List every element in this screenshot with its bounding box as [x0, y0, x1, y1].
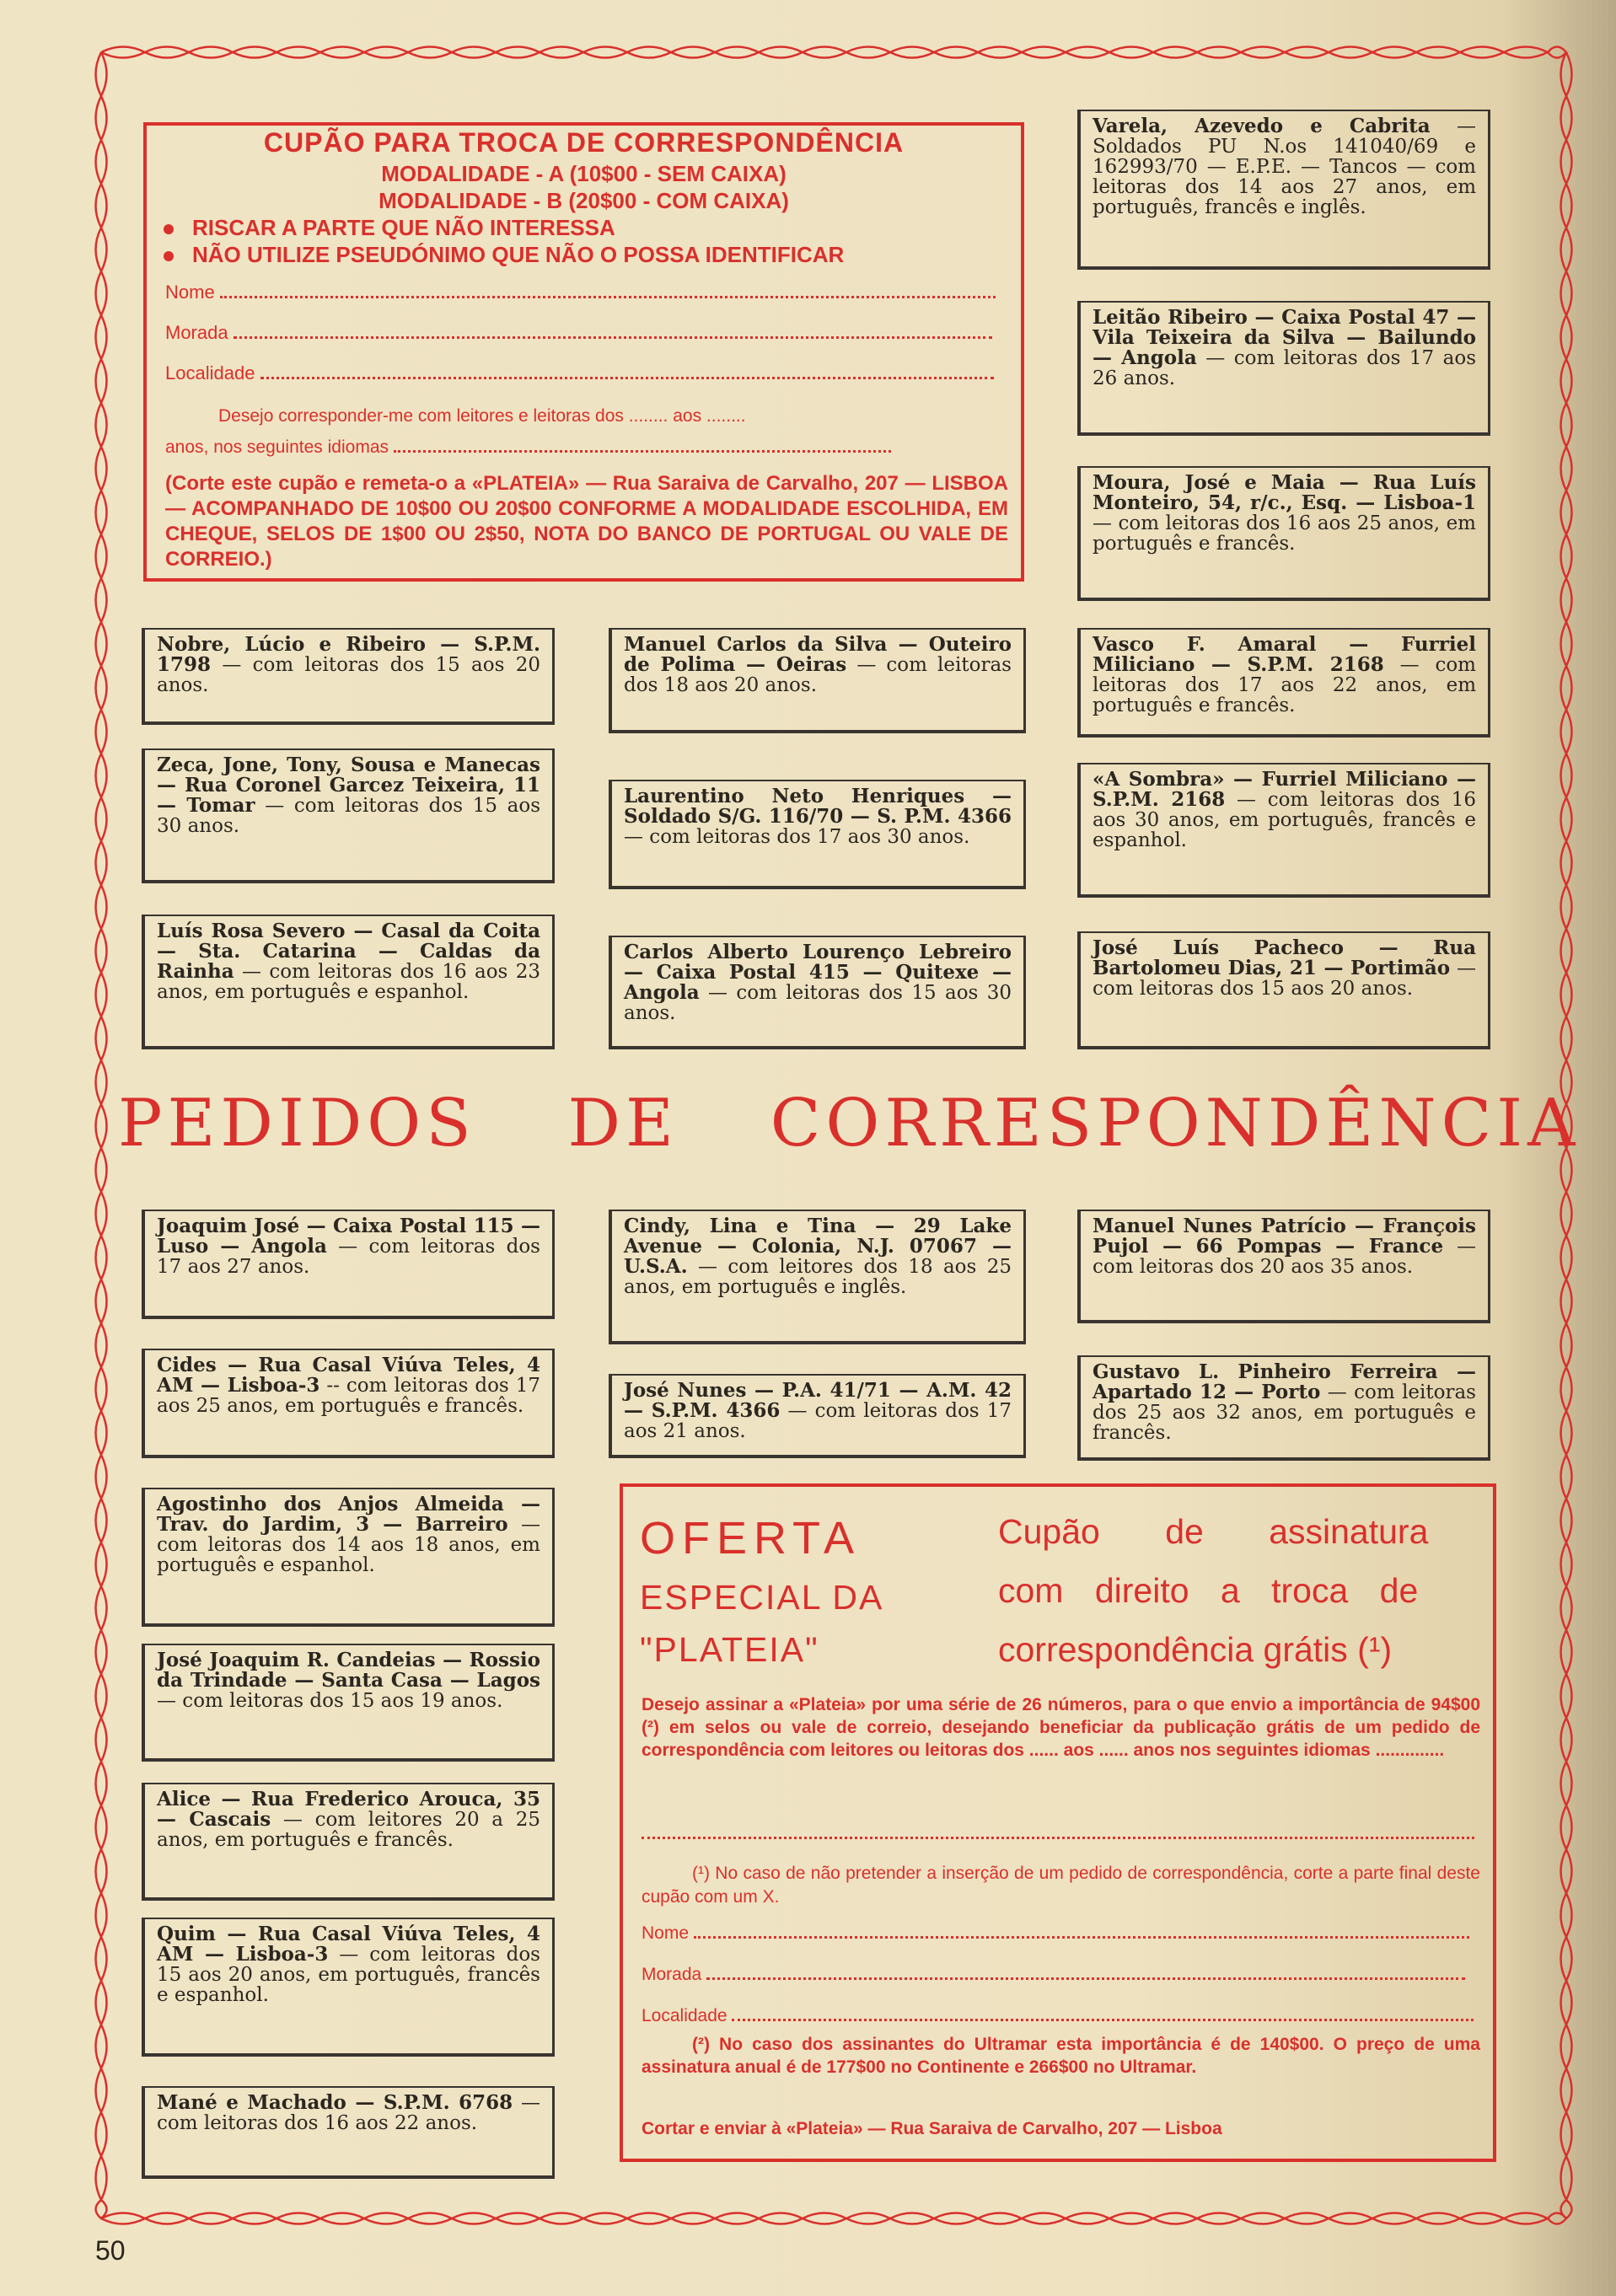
chain-link [96, 1411, 107, 1455]
chain-link [96, 534, 107, 578]
chain-link [1561, 1981, 1572, 2025]
ad-12 [142, 1210, 555, 1319]
chain-link [1561, 2200, 1572, 2218]
ad-14 [1077, 1210, 1490, 1323]
chain-link [1561, 491, 1572, 534]
coupon-name-label: Nome [165, 282, 215, 303]
chain-link [96, 1542, 107, 1586]
subscription-offer-coupon [620, 1483, 1496, 2162]
offer-title: OFERTA [640, 1513, 862, 1564]
chain-link [934, 47, 978, 58]
ad-name: Luís Rosa Severo — Casal da Coita — Sta. Catarina — Caldas da Rainha [157, 920, 540, 983]
ad-22 [142, 2086, 555, 2179]
coupon-rule-2-text: NÃO UTILIZE PSEUDÓNIMO QUE NÃO O POSSA IDENTIFICAR [192, 242, 845, 267]
chain-link [96, 929, 107, 973]
chain-link [408, 2213, 452, 2224]
chain-link [540, 2213, 583, 2224]
ad-name: Joaquim José — Caixa Postal 115 — Luso — Angola [157, 1215, 540, 1258]
chain-link [1561, 797, 1572, 841]
chain-link [1561, 2156, 1572, 2200]
chain-link [96, 710, 107, 754]
chain-link [96, 1017, 107, 1060]
chain-link [364, 2213, 408, 2224]
chain-link [145, 2213, 189, 2224]
chain-link [1561, 1762, 1572, 1805]
ad-text: — com leitoras dos 14 aos 18 anos, em português e espanhol. [157, 1514, 540, 1576]
chain-link [1372, 2213, 1416, 2224]
dotted-line [694, 1924, 1469, 1939]
chain-link [1561, 1805, 1572, 1849]
chain-link [1066, 2213, 1109, 2224]
chain-link [1561, 1323, 1572, 1367]
chain-link [96, 2156, 107, 2200]
chain-link [96, 1674, 107, 1718]
chain-link [1561, 1586, 1572, 1630]
chain-link [233, 47, 276, 58]
chain-link [803, 2213, 846, 2224]
ad-text: — com leitoras dos 17 aos 27 anos. [157, 1236, 540, 1278]
chain-link [96, 359, 107, 403]
chain-link [1561, 1718, 1572, 1762]
offer-body: Desejo assinar a «Plateia» por uma série de 26 números, para o que envio a importância de 94$00 (²) em selos ou vale de correio, desejando beneficiar da publicação grátis de um pedido de correspondência com leitores ou leitoras dos ...... aos ...... anos nos seguintes idiomas .............. [642, 1695, 1480, 1760]
chain-link [1416, 2213, 1460, 2224]
chain-link [96, 885, 107, 929]
chain-link [96, 1279, 107, 1323]
chain-link [671, 2213, 715, 2224]
chain-link [408, 47, 452, 58]
chain-link [1022, 2213, 1066, 2224]
chain-link [96, 1762, 107, 1805]
chain-link [1561, 1411, 1572, 1455]
ad-0 [1077, 110, 1490, 270]
ad-text: — Soldados PU N.os 141040/69 e 162993/70 — E.P.E. — Tancos — com leitoras dos 14 aos 27 anos, em português, francês e inglês. [1093, 115, 1476, 218]
chain-link [1241, 47, 1285, 58]
chain-link [1460, 47, 1504, 58]
chain-link [96, 622, 107, 666]
ad-name: José Luís Pacheco — Rua Bartolomeu Dias, 21 — Portimão [1093, 936, 1476, 979]
section-heading: PEDIDOS DE CORRESPONDÊNCIA [118, 1086, 1581, 1161]
ad-name: Cindy, Lina e Tina — 29 Lake Avenue — Colonia, N.J. 07067 — U.S.A. [624, 1215, 1012, 1278]
chain-link [1197, 2213, 1241, 2224]
chain-link [320, 47, 364, 58]
chain-link [496, 2213, 540, 2224]
chain-link [1548, 2213, 1566, 2224]
chain-link [1561, 403, 1572, 447]
ad-9 [142, 915, 555, 1049]
ad-name: Quim — Rua Casal Viúva Teles, 4 AM — Lisboa-3 [157, 1923, 540, 1966]
chain-link [320, 2213, 364, 2224]
chain-link [1561, 1192, 1572, 1236]
offer-name-label: Nome [642, 1923, 690, 1943]
offer-subtitle: ESPECIAL DA [640, 1578, 884, 1617]
chain-link [1561, 271, 1572, 315]
chain-link [96, 1192, 107, 1236]
ad-20 [142, 1783, 555, 1901]
offer-address-field[interactable] [642, 1965, 1474, 1985]
chain-link [671, 47, 715, 58]
chain-link [1561, 1236, 1572, 1279]
chain-link [145, 47, 189, 58]
coupon-locality-label: Localidade [165, 362, 255, 384]
chain-link [96, 578, 107, 622]
chain-link [276, 2213, 320, 2224]
chain-link [1561, 96, 1572, 140]
chain-link [1109, 47, 1153, 58]
coupon-desejo-text: Desejo corresponder-me com leitores e leitoras dos ........ aos ........ [218, 406, 746, 426]
chain-link [96, 1981, 107, 2025]
ad-name: Vasco F. Amaral — Furriel Miliciano — S.P.M. 2168 [1093, 633, 1476, 676]
ad-19 [142, 1644, 555, 1762]
ad-name: Moura, José e Maia — Rua Luís Monteiro, 54, r/c., Esq. — Lisboa-1 [1093, 471, 1476, 514]
chain-link [803, 47, 846, 58]
chain-link [96, 271, 107, 315]
chain-link [890, 2213, 934, 2224]
chain-link [1561, 1367, 1572, 1411]
offer-note-1: (¹) No caso de não pretender a inserção de um pedido de correspondência, corte a parte final deste cupão com um X. [642, 1864, 1480, 1907]
ad-15 [142, 1349, 555, 1458]
chain-link [1561, 184, 1572, 228]
chain-link [1066, 47, 1109, 58]
coupon-rule-1 [164, 215, 615, 241]
ad-text: — com leitores 20 a 25 anos, em português e francês. [157, 1809, 540, 1851]
chain-link [1561, 359, 1572, 403]
chain-link [1504, 47, 1548, 58]
chain-link [1561, 666, 1572, 710]
chain-link [496, 47, 540, 58]
chain-link [96, 2112, 107, 2156]
chain-link [96, 184, 107, 228]
dotted-line [234, 325, 992, 339]
bullet-icon [164, 224, 174, 234]
chain-link [96, 754, 107, 797]
chain-link [1561, 578, 1572, 622]
chain-link [101, 47, 145, 58]
ad-text: — com leitoras dos 15 aos 20 anos, em português, francês e espanhol. [157, 1944, 540, 2006]
ad-name: Varela, Azevedo e Cabrita [1093, 115, 1431, 137]
chain-link [583, 2213, 627, 2224]
ad-16 [609, 1374, 1026, 1458]
offer-line-2: com direito a troca de [998, 1571, 1419, 1610]
chain-link [627, 2213, 671, 2224]
chain-link [1561, 1630, 1572, 1674]
chain-link [1460, 2213, 1504, 2224]
ad-11 [1077, 931, 1490, 1049]
chain-link [452, 47, 496, 58]
ad-18 [142, 1488, 555, 1627]
chain-link [452, 2213, 496, 2224]
coupon-modalidade-b: MODALIDADE - B (20$00 - COM CAIXA) [378, 188, 789, 213]
coupon-idiomas-label: anos, nos seguintes idiomas [165, 437, 389, 457]
chain-link [96, 1148, 107, 1192]
ad-name: Manuel Nunes Patrício — François Pujol — 66 Pompas — France [1093, 1215, 1476, 1258]
chain-link [1561, 1455, 1572, 1499]
coupon-name-field[interactable] [165, 282, 1004, 303]
ad-text: — com leitores dos 18 aos 25 anos, em português e inglês. [624, 1256, 1012, 1298]
ad-4 [609, 628, 1026, 733]
chain-link [96, 315, 107, 359]
chain-link [96, 1937, 107, 1981]
ad-text: — com leitoras dos 16 aos 25 anos, em português e francês. [1093, 512, 1476, 555]
ad-text: — com leitoras dos 16 aos 23 anos, em português e espanhol. [157, 961, 540, 1003]
chain-link [276, 47, 320, 58]
chain-link [96, 1236, 107, 1279]
chain-link [96, 841, 107, 885]
chain-link [1329, 47, 1372, 58]
ad-name: Leitão Ribeiro — Caixa Postal 47 — Vila Teixeira da Silva — Bailundo — Angola [1093, 306, 1476, 369]
offer-line-3: correspondência grátis (¹) [998, 1630, 1393, 1669]
coupon-rule-1-text: RISCAR A PARTE QUE NÃO INTERESSA [192, 215, 615, 240]
dotted-line [220, 284, 996, 298]
chain-link [1561, 754, 1572, 797]
ad-text: — com leitoras dos 20 aos 35 anos. [1093, 1236, 1476, 1278]
ad-1 [1077, 301, 1490, 436]
chain-link [1109, 2213, 1153, 2224]
chain-link [96, 403, 107, 447]
chain-link [1561, 315, 1572, 359]
chain-link [96, 491, 107, 534]
chain-link [715, 2213, 759, 2224]
chain-link [1561, 1893, 1572, 1937]
chain-link [96, 797, 107, 841]
dotted-line [394, 438, 891, 453]
ad-name: Manuel Carlos da Silva — Outeiro de Polima — Oeiras [624, 633, 1012, 676]
chain-link [96, 1849, 107, 1893]
chain-link [1561, 1279, 1572, 1323]
chain-link [1416, 47, 1460, 58]
chain-link [96, 1455, 107, 1499]
chain-link [1561, 2112, 1572, 2156]
chain-link [1561, 1937, 1572, 1981]
chain-link [1504, 2213, 1548, 2224]
chain-link [189, 47, 233, 58]
chain-link [1561, 1017, 1572, 1060]
chain-link [890, 47, 934, 58]
offer-footer: Cortar e enviar à «Plateia» — Rua Saraiva de Carvalho, 207 — Lisboa [642, 2119, 1222, 2138]
ad-13 [609, 1210, 1026, 1344]
chain-link [1561, 447, 1572, 491]
ad-text: — com leitoras dos 16 aos 30 anos, em português, francês e espanhol. [1093, 789, 1476, 851]
offer-name-field[interactable] [642, 1923, 1474, 1944]
chain-link [846, 47, 890, 58]
ad-text: — com leitoras dos 15 aos 30 anos. [624, 982, 1012, 1024]
chain-link [1561, 973, 1572, 1017]
chain-link [978, 47, 1022, 58]
ad-name: Carlos Alberto Lourenço Lebreiro — Caixa Postal 415 — Quitexe — Angola [624, 941, 1012, 1004]
ad-name: Mané e Machado — S.P.M. 6768 [157, 2091, 513, 2114]
chain-link [1372, 47, 1416, 58]
chain-link [96, 1499, 107, 1542]
chain-link [1548, 47, 1566, 58]
ad-name: Gustavo L. Pinheiro Ferreira — Apartado 12 — Porto [1093, 1360, 1476, 1403]
chain-link [96, 973, 107, 1017]
ad-text: — com leitoras dos 15 aos 20 anos. [157, 654, 540, 696]
ad-name: Nobre, Lúcio e Ribeiro — S.P.M. 1798 [157, 633, 540, 676]
chain-link [96, 52, 107, 96]
dotted-line [732, 2007, 1474, 2021]
offer-locality-label: Localidade [642, 2006, 727, 2025]
chain-link [96, 2068, 107, 2112]
offer-line-1: Cupão de assinatura [998, 1512, 1429, 1551]
ad-7 [609, 780, 1026, 889]
offer-address-label: Morada [642, 1965, 702, 1984]
offer-brand: "PLATEIA" [640, 1630, 819, 1669]
chain-link [1561, 140, 1572, 184]
chain-link [1561, 2025, 1572, 2068]
chain-link [96, 447, 107, 491]
ad-10 [609, 936, 1026, 1049]
chain-link [540, 47, 583, 58]
ad-name: Cides — Rua Casal Viúva Teles, 4 AM — Lisboa-3 [157, 1354, 540, 1397]
chain-link [846, 2213, 890, 2224]
chain-link [1153, 47, 1197, 58]
dotted-line [706, 1966, 1465, 1980]
ad-3 [142, 628, 555, 725]
ad-name: Laurentino Neto Henriques — Soldado S/G. 116/70 — S. P.M. 4366 [624, 785, 1012, 828]
ad-21 [142, 1918, 555, 2057]
ad-name: José Nunes — P.A. 41/71 — A.M. 42 — S.P.M. 4366 [624, 1379, 1012, 1422]
chain-link [233, 2213, 276, 2224]
chain-link [96, 1893, 107, 1937]
chain-link [189, 2213, 233, 2224]
ad-text: — com leitoras dos 15 aos 30 anos. [157, 795, 540, 837]
ad-6 [142, 748, 555, 883]
coupon-address-field[interactable] [165, 322, 1004, 344]
chain-link [364, 47, 408, 58]
chain-link [1561, 710, 1572, 754]
chain-link [1561, 52, 1572, 96]
ad-name: Zeca, Jone, Tony, Sousa e Manecas — Rua Coronel Garcez Teixeira, 11 — Tomar [157, 754, 540, 817]
chain-link [1561, 885, 1572, 929]
chain-link [1561, 1674, 1572, 1718]
chain-link [1285, 2213, 1329, 2224]
ad-text: -- com leitoras dos 17 aos 25 anos, em português e francês. [157, 1375, 540, 1417]
coupon-modalidade-a: MODALIDADE - A (10$00 - SEM CAIXA) [381, 161, 787, 186]
chain-link [96, 666, 107, 710]
page-number: 50 [95, 2235, 126, 2266]
ad-text: — com leitoras dos 17 aos 22 anos, em português e francês. [1093, 654, 1476, 716]
chain-link [715, 47, 759, 58]
chain-link [1561, 929, 1572, 973]
ad-text: — com leitoras dos 15 aos 20 anos. [1093, 958, 1477, 1000]
ad-5 [1077, 628, 1490, 738]
ad-name: Agostinho dos Anjos Almeida — Trav. do Jardim, 3 — Barreiro [157, 1493, 540, 1536]
chain-link [96, 140, 107, 184]
chain-link [1329, 2213, 1372, 2224]
chain-link [1561, 1499, 1572, 1542]
ad-2 [1077, 466, 1490, 601]
chain-link [96, 96, 107, 140]
chain-link [1561, 1849, 1572, 1893]
correspondence-coupon [143, 122, 1024, 582]
ad-name: José Joaquim R. Candeias — Rossio da Trindade — Santa Casa — Lagos [157, 1649, 540, 1692]
ad-text: — com leitoras dos 17 aos 21 anos. [624, 1400, 1012, 1442]
ad-text: — com leitoras dos 17 aos 26 anos. [1093, 347, 1476, 389]
chain-link [1561, 841, 1572, 885]
offer-note-2: (²) No caso dos assinantes do Ultramar esta importância é de 140$00. O preço de uma assinatura anual é de 177$00 no Continente e 266$00 no Ultramar. [642, 2035, 1480, 2077]
chain-link [96, 2200, 107, 2218]
ad-8 [1077, 763, 1490, 898]
ad-name: «A Sombra» — Furriel Miliciano — S.P.M. 2168 [1093, 768, 1476, 811]
chain-link [96, 1060, 107, 1104]
chain-link [1285, 47, 1329, 58]
ad-text: — com leitoras dos 17 aos 30 anos. [624, 826, 970, 848]
ad-text: — com leitoras dos 16 aos 22 anos. [157, 2092, 541, 2134]
chain-link [1241, 2213, 1285, 2224]
ad-text: — com leitoras dos 18 aos 20 anos. [624, 654, 1012, 696]
chain-link [96, 1323, 107, 1367]
coupon-idiomas-line[interactable] [165, 437, 891, 458]
bullet-icon [164, 251, 174, 261]
chain-link [1561, 2068, 1572, 2112]
chain-link [96, 1367, 107, 1411]
coupon-instructions: (Corte este cupão e remeta-o a «PLATEIA» — Rua Saraiva de Carvalho, 207 — LISBOA — ACOMPANHADO DE 10$00 OU 20$00 CONFORME A MODALIDADE ESCOLHIDA, EM CHEQUE, SELOS DE 1$00 OU 2$50, NOTA DO BANCO DE PORTUGAL OU VALE DE CORREIO.) [165, 472, 1008, 571]
chain-link [583, 47, 627, 58]
chain-link [101, 2213, 145, 2224]
chain-link [96, 1630, 107, 1674]
chain-link [1561, 622, 1572, 666]
chain-link [96, 1718, 107, 1762]
ad-text: — com leitoras dos 25 aos 32 anos, em português e francês. [1093, 1381, 1476, 1444]
chain-link [1197, 47, 1241, 58]
coupon-locality-field[interactable] [165, 362, 1004, 384]
dotted-line [260, 365, 994, 379]
coupon-address-label: Morada [165, 322, 228, 343]
coupon-rule-2 [164, 242, 844, 268]
ad-name: Alice — Rua Frederico Arouca, 35 — Cascais [157, 1788, 540, 1831]
ad-17 [1077, 1355, 1490, 1461]
coupon-title: CUPÃO PARA TROCA DE CORRESPONDÊNCIA [263, 127, 905, 158]
chain-link [934, 2213, 978, 2224]
chain-link [759, 2213, 803, 2224]
chain-link [627, 47, 671, 58]
chain-link [96, 1805, 107, 1849]
chain-link [1561, 534, 1572, 578]
chain-link [96, 1104, 107, 1148]
ad-text: — com leitoras dos 15 aos 19 anos. [157, 1690, 503, 1712]
chain-link [1561, 228, 1572, 271]
chain-link [1022, 47, 1066, 58]
dotted-line [642, 1837, 1474, 1839]
chain-link [1153, 2213, 1197, 2224]
chain-link [978, 2213, 1022, 2224]
chain-link [1561, 1542, 1572, 1586]
chain-link [759, 47, 803, 58]
offer-locality-field[interactable] [642, 2006, 1474, 2026]
chain-link [96, 228, 107, 271]
chain-link [96, 1586, 107, 1630]
chain-link [96, 2025, 107, 2068]
